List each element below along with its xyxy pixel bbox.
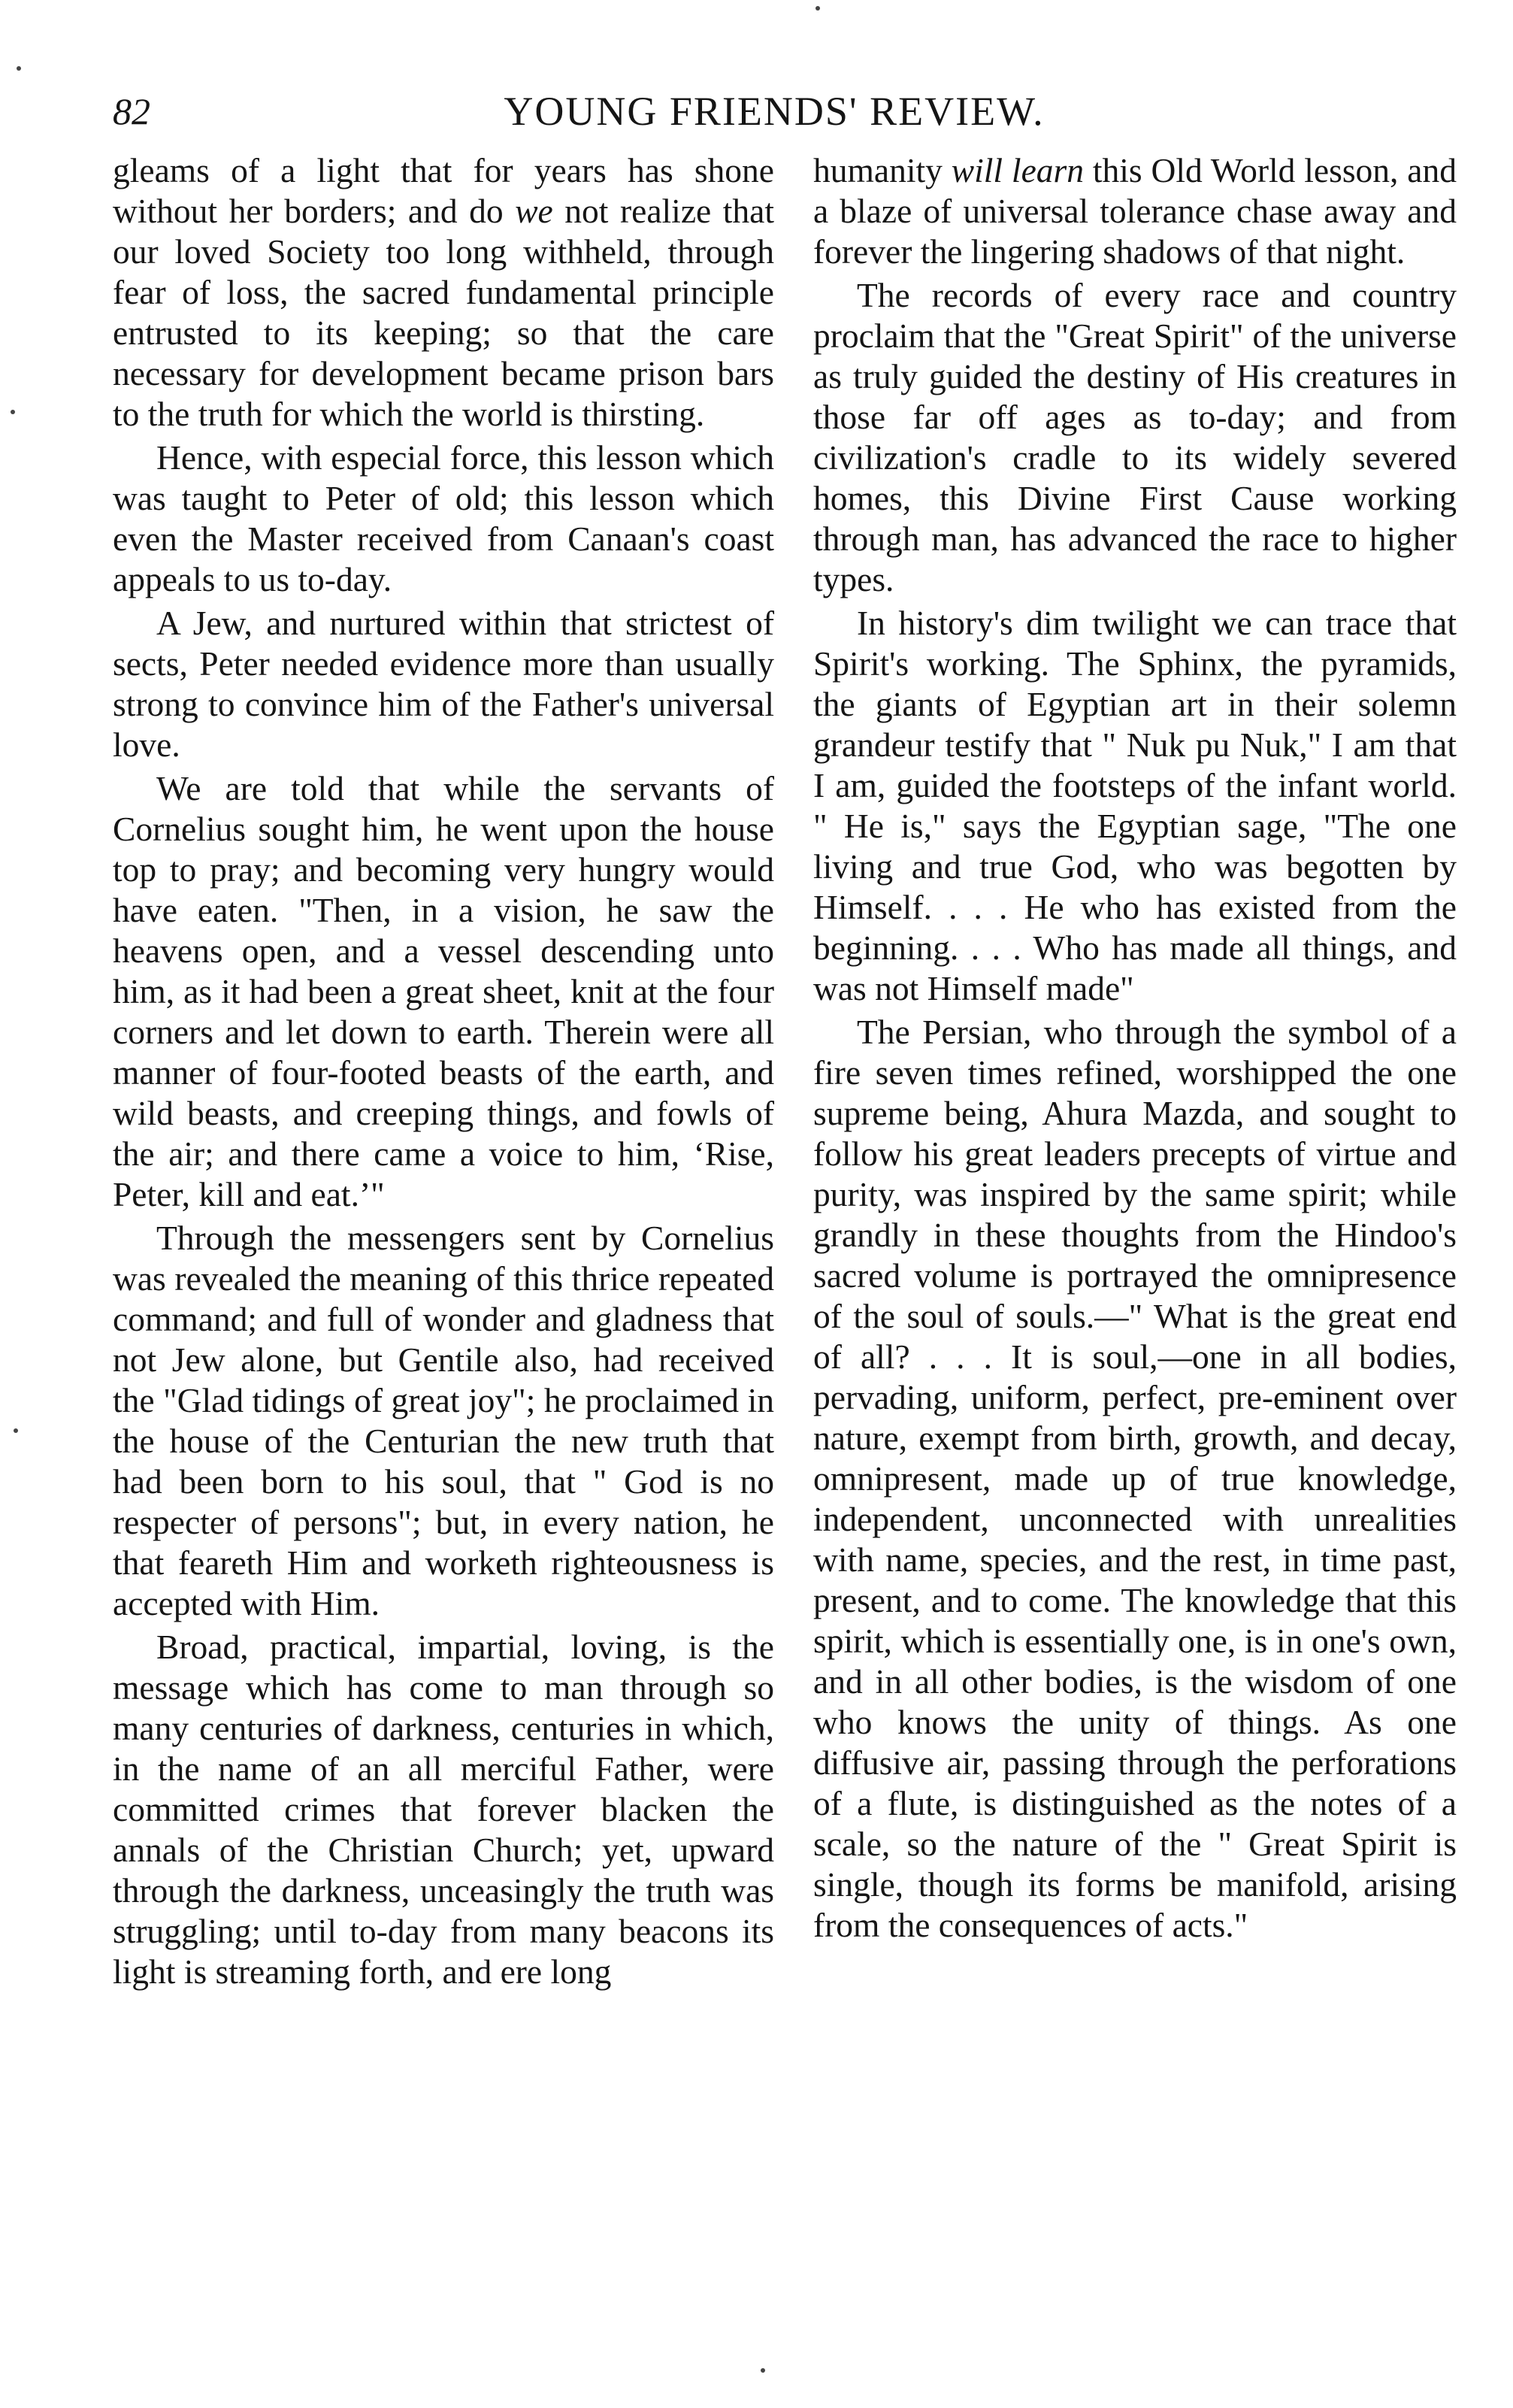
paragraph-text: gleams of a light that for years has shone without her borders; and do [113, 151, 774, 230]
margin-speck [14, 1428, 18, 1433]
paragraph-text: humanity [813, 151, 952, 189]
paragraph: A Jew, and nurtured within that strictest of sects, Peter needed evidence more than usually strong to convince him of the Father's universal love. [113, 604, 774, 764]
running-title: YOUNG FRIENDS' REVIEW. [504, 89, 1045, 134]
paragraph [113, 150, 774, 435]
page-header [113, 81, 1436, 141]
emphasis-text: will learn [951, 151, 1084, 189]
margin-speck [816, 6, 820, 11]
paragraph: In history's dim twilight we can trace that Spirit's working. The Sphinx, the pyramids, the giants of Egyptian art in their solemn grandeur testify that " Nuk pu Nuk," I am that I am, guided the footsteps of the infant world. " He is," says the Egyptian sage, "The one living and true God, who was begotten by Himself. . . . He who has existed from the beginning. . . . Who has made all things, and was not Himself made" [813, 604, 1457, 1007]
margin-speck [17, 66, 21, 71]
paragraph-text: this Old World lesson, and a blaze of universal tolerance chase away and forever the lingering shadows of that night. [813, 151, 1457, 271]
paragraph-text: not realize that our loved Society too long withheld, through fear of loss, the sacred fundamental principle entrusted to its keeping; so that the care necessary for development became prison bars to the truth for which the world is thirsting. [113, 192, 774, 433]
left-column [113, 150, 774, 1992]
page-number: 82 [113, 90, 150, 132]
margin-speck [11, 410, 15, 414]
margin-speck [761, 2368, 765, 2373]
paragraph: Broad, practical, impartial, loving, is the message which has come to man through so many centuries of darkness, centuries in which, in the name of an all merciful Father, were committed crimes that forever blacken the annals of the Christian Church; yet, upward through the darkness, unceasingly the truth was struggling; until to-day from many beacons its light is streaming forth, and ere long [113, 1628, 774, 1991]
paragraph: Through the messengers sent by Cornelius was revealed the meaning of this thrice repeated command; and full of wonder and gladness that not Jew alone, but Gentile also, had received the "Glad tidings of great joy"; he proclaimed in the house of the Centurian the new truth that had been born to his soul, that " God is no respecter of persons"; but, in every nation, he that feareth Him and worketh righteousness is accepted with Him. [113, 1219, 774, 1622]
paragraph [813, 150, 1457, 272]
right-column [813, 150, 1457, 1946]
paragraph: We are told that while the servants of Cornelius sought him, he went upon the house top to pray; and becoming very hungry would have eaten. "Then, in a vision, he saw the heavens open, and a vessel descending unto him, as it had been a great sheet, knit at the four corners and let down to earth. Therein were all manner of four-footed beasts of the earth, and wild beasts, and creeping things, and fowls of the air; and there came a voice to him, ‘Rise, Peter, kill and eat.’" [113, 769, 774, 1213]
paragraph: Hence, with especial force, this lesson which was taught to Peter of old; this lesson which even the Master received from Canaan's coast appeals to us to-day. [113, 438, 774, 598]
emphasis-text: we [515, 192, 553, 230]
paragraph: The records of every race and country proclaim that the "Great Spirit" of the universe as truly guided the destiny of His creatures in those far off ages as to-day; and from civilization's cradle to its widely severed homes, this Divine First Cause working through man, has advanced the race to higher types. [813, 276, 1457, 598]
paragraph: The Persian, who through the symbol of a fire seven times refined, worshipped the one supreme being, Ahura Mazda, and sought to follow his great leaders precepts of virtue and purity, was inspired by the same spirit; while grandly in these thoughts from the Hindoo's sacred volume is portrayed the omnipresence of the soul of souls.—" What is the great end of all? . . . It is soul,—one in all bodies, pervading, uniform, perfect, pre-eminent over nature, exempt from birth, growth, and decay, omnipresent, made up of true knowledge, independent, unconnected with unrealities with name, species, and the rest, in time past, present, and to come. The knowledge that this spirit, which is essentially one, is in one's own, and in all other bodies, is the wisdom of one who knows the unity of things. As one diffusive air, passing through the perforations of a flute, is distinguished as the notes of a scale, so the nature of the " Great Spirit is single, though its forms be manifold, arising from the consequences of acts." [813, 1013, 1457, 1944]
